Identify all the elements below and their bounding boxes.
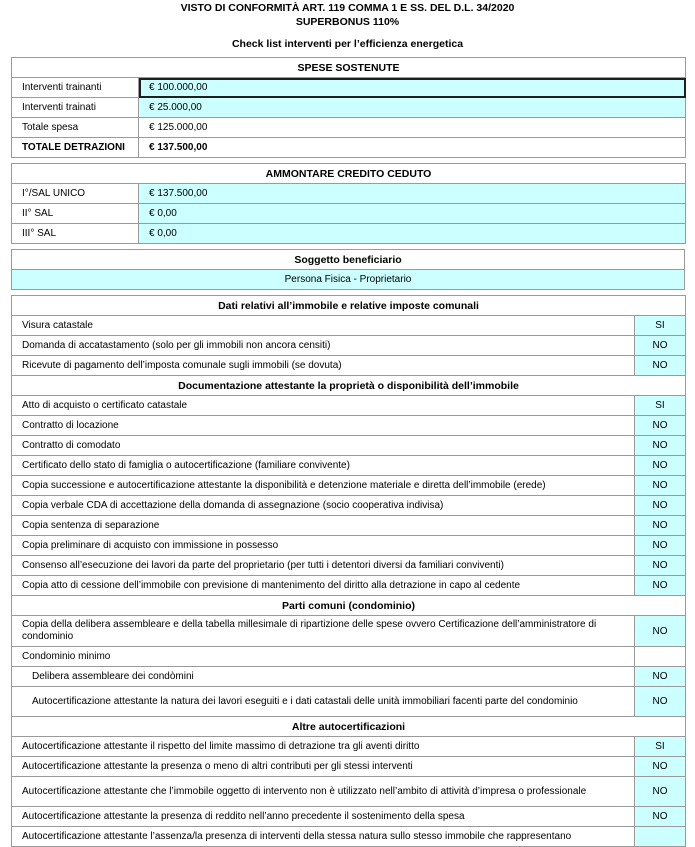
answer-select[interactable]: NO [635,667,686,687]
table-row [12,516,686,536]
row-label: Visura catastale [12,316,635,336]
row-label: I°/SAL UNICO [12,184,139,204]
row-label: Autocertificazione attestante la presenza o meno di altri contributi per gli stessi interventi [12,757,635,777]
row-label: Condominio minimo [12,647,635,667]
table-row [12,204,686,224]
answer-select[interactable]: NO [635,556,686,576]
section-header: AMMONTARE CREDITO CEDUTO [12,164,686,184]
table-row [12,667,686,687]
row-label: Copia sentenza di separazione [12,516,635,536]
table-row [12,757,686,777]
amount-cell[interactable]: € 25.000,00 [139,98,686,118]
row-label: Autocertificazione attestante il rispetto del limite massimo di detrazione tra gli aventi diritto [12,737,635,757]
amount-cell[interactable]: € 125.000,00 [139,118,686,138]
row-label: TOTALE DETRAZIONI [12,138,139,158]
answer-select[interactable]: NO [635,616,686,647]
amount-cell[interactable]: € 137.500,00 [139,138,686,158]
table-row [12,647,686,667]
amount-cell[interactable]: € 0,00 [139,204,686,224]
answer-select[interactable] [635,827,686,847]
row-label: Contratto di comodato [12,436,635,456]
table-row [12,807,686,827]
row-label: Autocertificazione attestante la presenza di reddito nell’anno precedente il sostenimento della spesa [12,807,635,827]
table-row [12,737,686,757]
amount-cell[interactable]: € 100.000,00 [139,78,686,98]
row-label: Certificato dello stato di famiglia o autocertificazione (familiare convivente) [12,456,635,476]
row-label: Copia successione e autocertificazione attestante la disponibilità e detenzione materiale e diretta dell’immobile (erede) [12,476,635,496]
answer-select[interactable]: NO [635,777,686,807]
table-row [12,616,686,647]
table-row [12,316,686,336]
table-row [12,396,686,416]
answer-select[interactable]: SI [635,396,686,416]
table-row [12,436,686,456]
row-label: Atto di acquisto o certificato catastale [12,396,635,416]
row-label: Totale spesa [12,118,139,138]
table-row [12,98,686,118]
document-subtitle: SUPERBONUS 110% [295,16,400,28]
beneficiary-select[interactable]: Persona Fisica - Proprietario [12,270,685,290]
checklist-table [11,295,686,847]
row-label: Contratto di locazione [12,416,635,436]
table-row [12,827,686,847]
table-row [12,184,686,204]
answer-select[interactable]: NO [635,536,686,556]
table-row [12,576,686,596]
section-header: SPESE SOSTENUTE [12,58,686,78]
row-label: Domanda di accatastamento (solo per gli immobili non ancora censiti) [12,336,635,356]
table-row [12,556,686,576]
table-row [12,496,686,516]
document-title: VISTO DI CONFORMITÀ ART. 119 COMMA 1 E SS. DEL D.L. 34/2020 [180,2,515,14]
answer-select[interactable]: NO [635,356,686,376]
row-label: Interventi trainanti [12,78,139,98]
row-label: Delibera assembleare dei condòmini [12,667,635,687]
section-header: Altre autocertificazioni [12,717,686,737]
answer-select[interactable]: NO [635,576,686,596]
row-label: Autocertificazione attestante l’assenza/la presenza di interventi della stessa natura sullo stesso immobile che rappresentano [12,827,635,847]
checklist-title: Check list interventi per l’efficienza energetica [231,38,464,50]
table-row [12,536,686,556]
soggetto-table [11,249,685,290]
table-row [12,476,686,496]
credito-table [11,163,686,244]
table-row [12,78,686,98]
row-label: Consenso all’esecuzione dei lavori da parte del proprietario (per tutti i detentori diversi da familiari conviventi) [12,556,635,576]
answer-select[interactable]: NO [635,807,686,827]
answer-select[interactable]: NO [635,336,686,356]
row-label: Autocertificazione attestante la natura dei lavori eseguiti e i dati catastali delle unità immobiliari facenti parte del condominio [12,687,635,717]
answer-select[interactable]: NO [635,476,686,496]
row-label: III° SAL [12,224,139,244]
table-row [12,687,686,717]
table-row [12,224,686,244]
answer-select[interactable]: NO [635,416,686,436]
spese-table [11,57,686,158]
table-row [12,118,686,138]
row-label: Ricevute di pagamento dell’imposta comunale sugli immobili (se dovuta) [12,356,635,376]
answer-select[interactable]: NO [635,456,686,476]
row-label: Autocertificazione attestante che l’immobile oggetto di intervento non è utilizzato nell’ambito di attività d’impresa o professionale [12,777,635,807]
row-label: Copia verbale CDA di accettazione della domanda di assegnazione (socio cooperativa indivisa) [12,496,635,516]
section-header: Dati relativi all’immobile e relative imposte comunali [12,296,686,316]
answer-select[interactable]: SI [635,737,686,757]
section-header: Parti comuni (condominio) [12,596,686,616]
row-label: Copia atto di cessione dell’immobile con previsione di mantenimento del diritto alla detrazione in capo al cedente [12,576,635,596]
table-row [12,416,686,436]
section-header: Soggetto beneficiario [12,250,685,270]
answer-select[interactable]: NO [635,687,686,717]
table-row [12,777,686,807]
row-label: Copia preliminare di acquisto con immissione in possesso [12,536,635,556]
answer-select[interactable]: NO [635,757,686,777]
table-row [12,138,686,158]
amount-cell[interactable]: € 0,00 [139,224,686,244]
table-row [12,356,686,376]
amount-cell[interactable]: € 137.500,00 [139,184,686,204]
row-label: Interventi trainati [12,98,139,118]
table-row [12,456,686,476]
row-label: Copia della delibera assembleare e della tabella millesimale di ripartizione delle spese ovvero Certificazione dell’amministratore di condominio [12,616,635,647]
answer-select[interactable]: NO [635,516,686,536]
row-label: II° SAL [12,204,139,224]
answer-select[interactable]: NO [635,496,686,516]
answer-select[interactable]: SI [635,316,686,336]
section-header: Documentazione attestante la proprietà o disponibilità dell’immobile [12,376,686,396]
table-row [12,336,686,356]
answer-select[interactable]: NO [635,436,686,456]
